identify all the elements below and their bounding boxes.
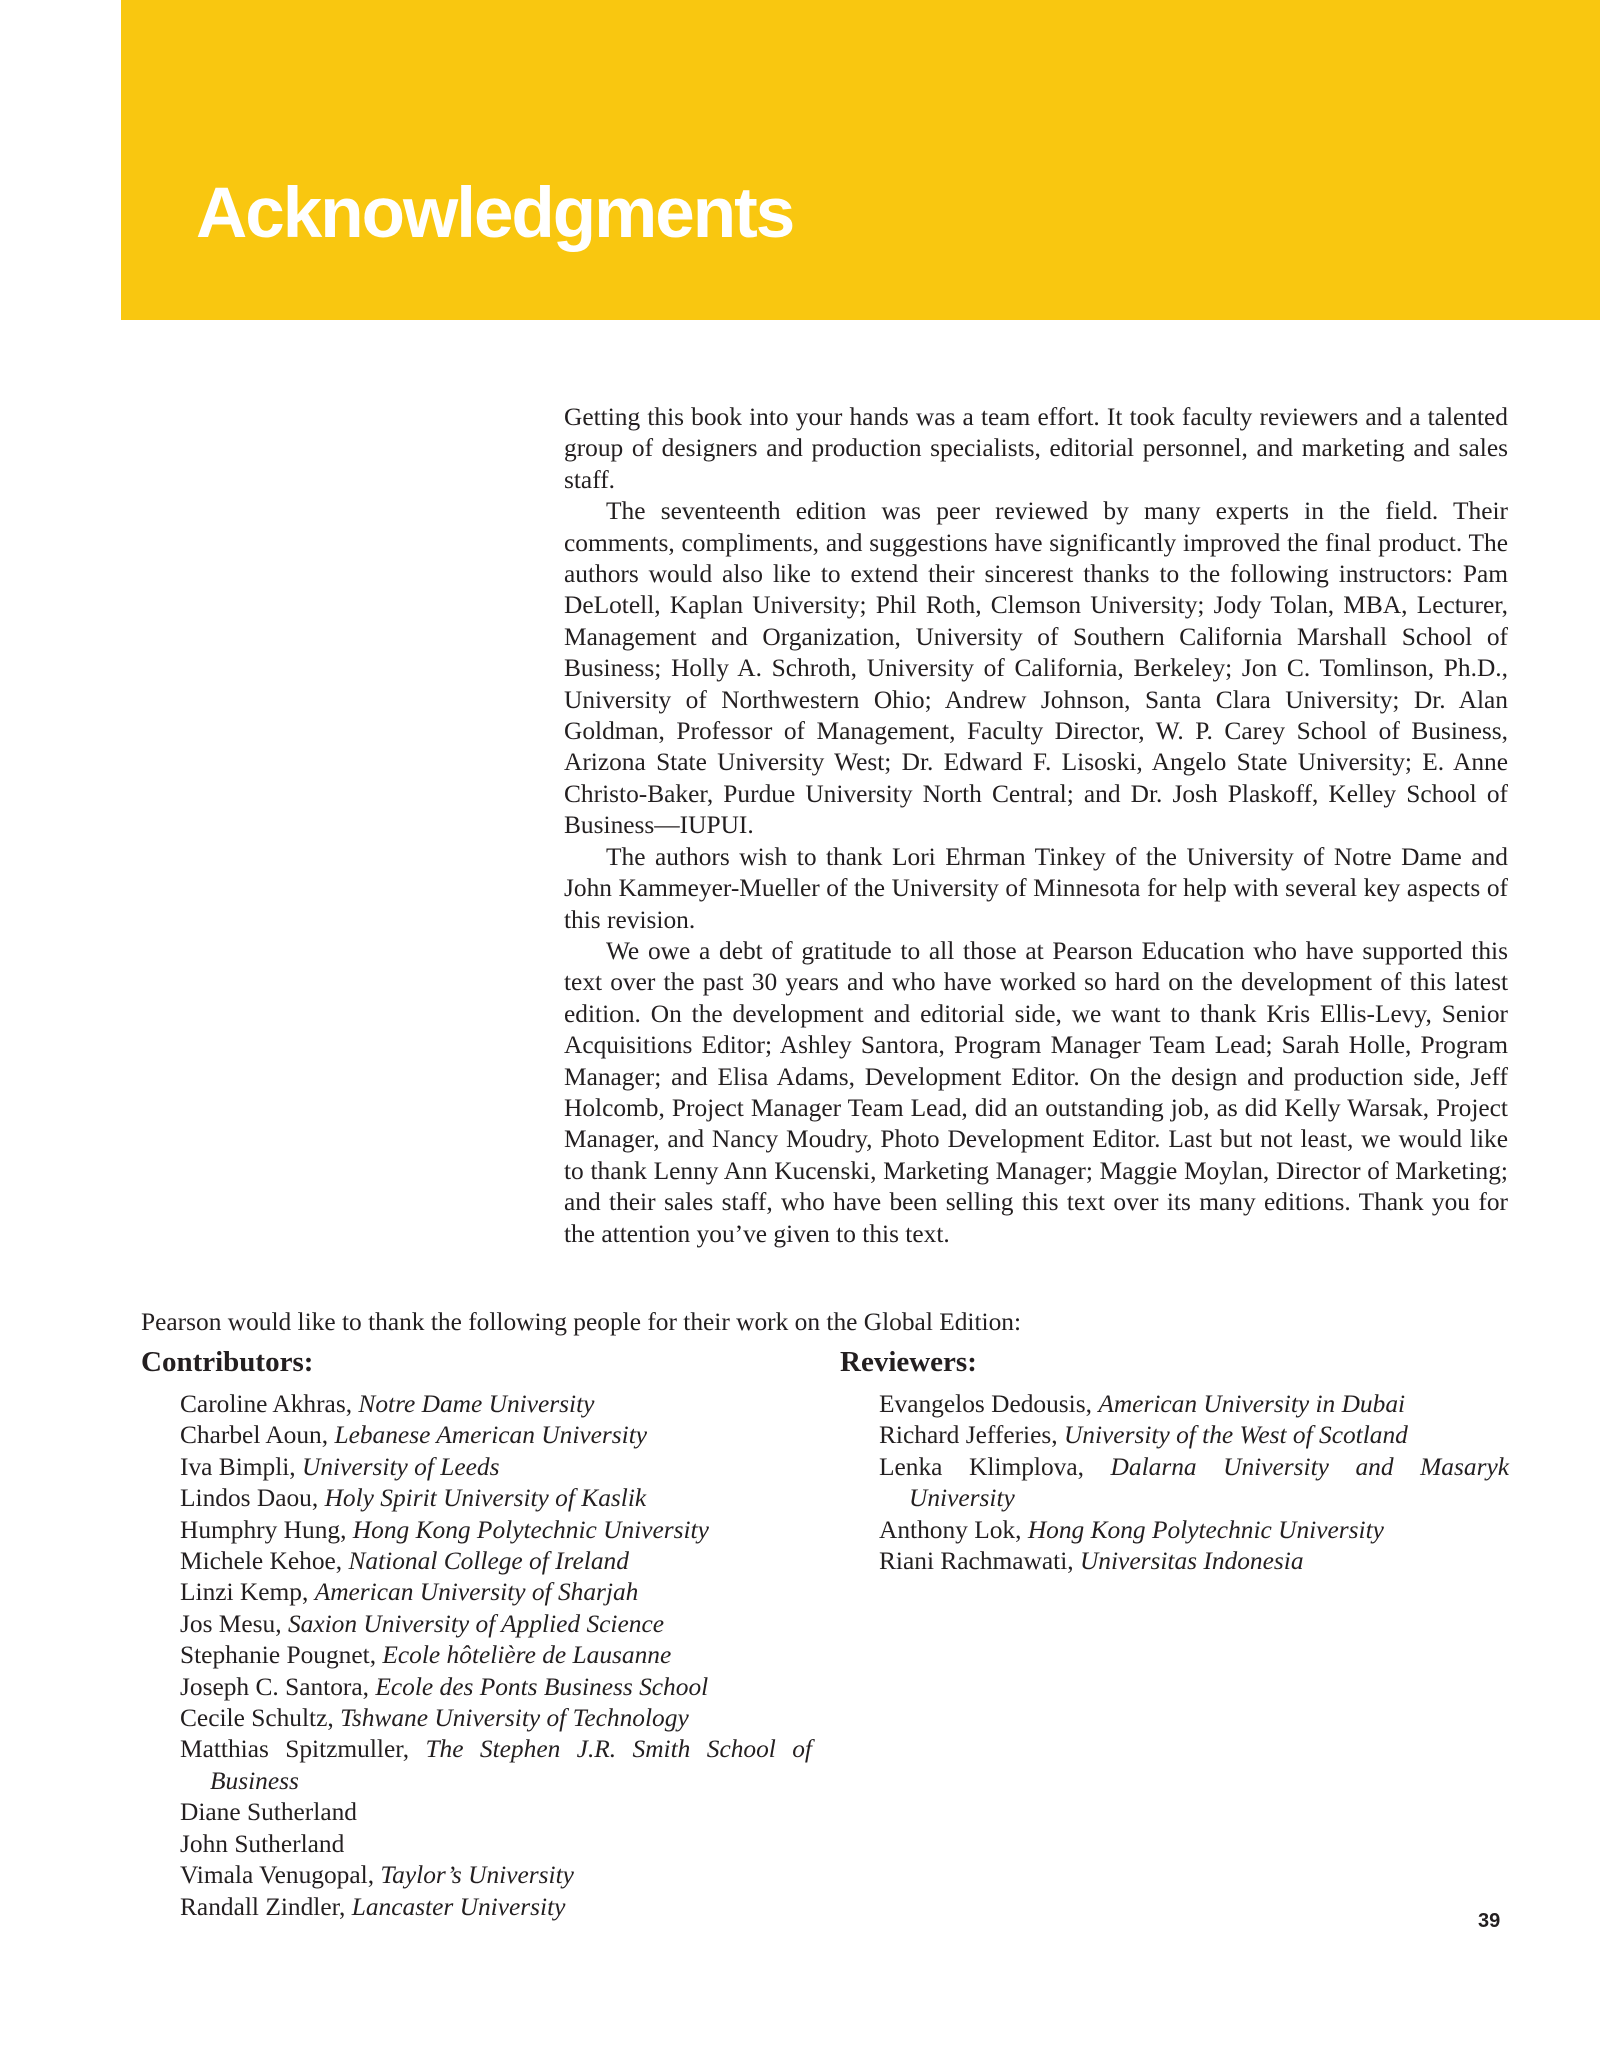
contributor-entry [180,1672,812,1703]
person-affiliation: Tshwane University of Technology [340,1704,689,1733]
body-paragraph: The seventeenth edition was peer reviewed by many experts in the field. Their comments, compliments, and suggestions have significantly improved the final product. The authors would also like to extend their sincerest thanks to the following instructors: Pam DeLotell, Kaplan University; Phil Roth, Clemson University; Jody Tolan, MBA, Lecturer, Management and Organization, University of Southern California Marshall School of Business; Holly A. Schroth, University of California, Berkeley; Jon C. Tomlinson, Ph.D., University of Northwestern Ohio; Andrew Johnson, Santa Clara University; Dr. Alan Goldman, Professor of Management, Faculty Director, W. P. Carey School of Business, Arizona State University West; Dr. Edward F. Lisoski, Angelo State University; E. Anne Christo-Baker, Purdue University North Central; and Dr. Josh Plaskoff, Kelley School of Business—IUPUI. [564,497,1508,840]
person-name: John Sutherland [180,1829,345,1858]
contributor-entry [180,1829,812,1860]
reviewer-entry [879,1546,1509,1577]
contributors-heading: Contributors: [141,1346,314,1378]
person-name: Lindos Daou, [180,1484,325,1513]
person-affiliation: Lebanese American University [334,1421,648,1450]
contributor-entry [180,1546,812,1577]
global-edition-intro: Pearson would like to thank the following people for their work on the Global Edition: [141,1308,1022,1336]
body-paragraph: Getting this book into your hands was a team effort. It took faculty reviewers and a talented group of designers and production specialists, editorial personnel, and marketing and sales staff. [564,403,1508,494]
person-name: Joseph C. Santora, [180,1672,376,1701]
person-affiliation: American University of Sharjah [314,1578,639,1607]
person-name: Anthony Lok, [879,1515,1028,1544]
person-affiliation: University of Leeds [302,1452,500,1481]
person-affiliation: University of the West of Scotland [1063,1421,1408,1450]
person-name: Richard Jefferies, [879,1421,1064,1450]
person-affiliation: Hong Kong Polytechnic University [1027,1515,1384,1544]
body-paragraph: The authors wish to thank Lori Ehrman Tinkey of the University of Notre Dame and John Kammeyer-Mueller of the University of Minnesota for help with several key aspects of this revision. [564,842,1508,934]
reviewers-list [879,1389,1509,1577]
person-affiliation: Ecole hôtelière de Lausanne [382,1641,672,1670]
person-affiliation: Holy Spirit University of Kaslik [324,1484,647,1513]
person-affiliation: Notre Dame University [358,1390,595,1418]
person-affiliation: Ecole des Ponts Business School [375,1672,709,1701]
contributor-entry [180,1609,812,1640]
person-name: Lenka Klimplova, [879,1452,1111,1481]
contributor-entry [180,1892,812,1923]
person-name: Randall Zindler, [180,1892,352,1921]
person-name: Diane Sutherland [180,1798,357,1827]
reviewers-heading: Reviewers: [840,1346,977,1378]
person-affiliation: Saxion University of Applied Science [287,1609,664,1638]
person-name: Humphry Hung, [180,1515,353,1544]
contributor-entry [180,1577,812,1608]
contributor-entry [180,1452,812,1483]
contributor-entry [180,1420,812,1451]
person-affiliation: Universitas Indonesia [1079,1547,1304,1576]
person-affiliation: Lancaster University [351,1892,566,1921]
person-name: Riani Rachmawati, [879,1547,1080,1576]
person-name: Jos Mesu, [180,1609,288,1638]
reviewer-entry [879,1389,1509,1420]
contributor-entry [180,1483,812,1514]
contributor-entry [180,1640,812,1671]
person-name: Evangelos Dedousis, [879,1390,1099,1418]
person-affiliation: Hong Kong Polytechnic University [352,1515,709,1544]
person-name: Charbel Aoun, [180,1421,335,1450]
person-name: Matthias Spitzmuller, [180,1735,426,1764]
contributors-list [180,1389,812,1923]
person-name: Caroline Akhras, [180,1390,359,1418]
contributor-entry [180,1734,812,1797]
person-affiliation: The Stephen J.R. Smith School of Business [210,1735,812,1795]
page-number: 39 [1478,1910,1501,1932]
contributor-entry [180,1703,812,1734]
body-paragraph: We owe a debt of gratitude to all those at Pearson Education who have supported this text over the past 30 years and who have worked so hard on the development of this latest edition. On the development and editorial side, we want to thank Kris Ellis-Levy, Senior Acquisitions Editor; Ashley Santora, Program Manager Team Lead; Sarah Holle, Program Manager; and Elisa Adams, Development Editor. On the design and production side, Jeff Holcomb, Project Manager Team Lead, did an outstanding job, as did Kelly Warsak, Project Manager, and Nancy Moudry, Photo Development Editor. Last but not least, we would like to thank Lenny Ann Kucenski, Marketing Manager; Maggie Moylan, Director of Marketing; and their sales staff, who have been selling this text over its many editions. Thank you for the attention you’ve given to this text. [564,936,1508,1248]
reviewer-entry [879,1515,1509,1546]
acknowledgments-body [564,402,1508,1250]
person-affiliation: American University in Dubai [1098,1390,1406,1418]
person-name: Cecile Schultz, [180,1704,341,1733]
person-name: Vimala Venugopal, [180,1861,381,1890]
person-affiliation: Dalarna University and Masaryk University [909,1452,1509,1513]
contributor-entry [180,1515,812,1546]
person-name: Michele Kehoe, [180,1547,349,1576]
person-name: Linzi Kemp, [180,1578,315,1607]
person-name: Stephanie Pougnet, [180,1641,383,1670]
reviewer-entry [879,1420,1509,1451]
title-banner [121,0,1600,320]
reviewer-entry [879,1452,1509,1515]
person-name: Iva Bimpli, [180,1452,303,1481]
contributor-entry [180,1797,812,1828]
person-affiliation: Taylor’s University [380,1861,574,1890]
contributor-entry [180,1860,812,1891]
person-affiliation: National College of Ireland [348,1547,629,1576]
page-title: Acknowledgments [196,174,794,253]
contributor-entry [180,1389,812,1420]
